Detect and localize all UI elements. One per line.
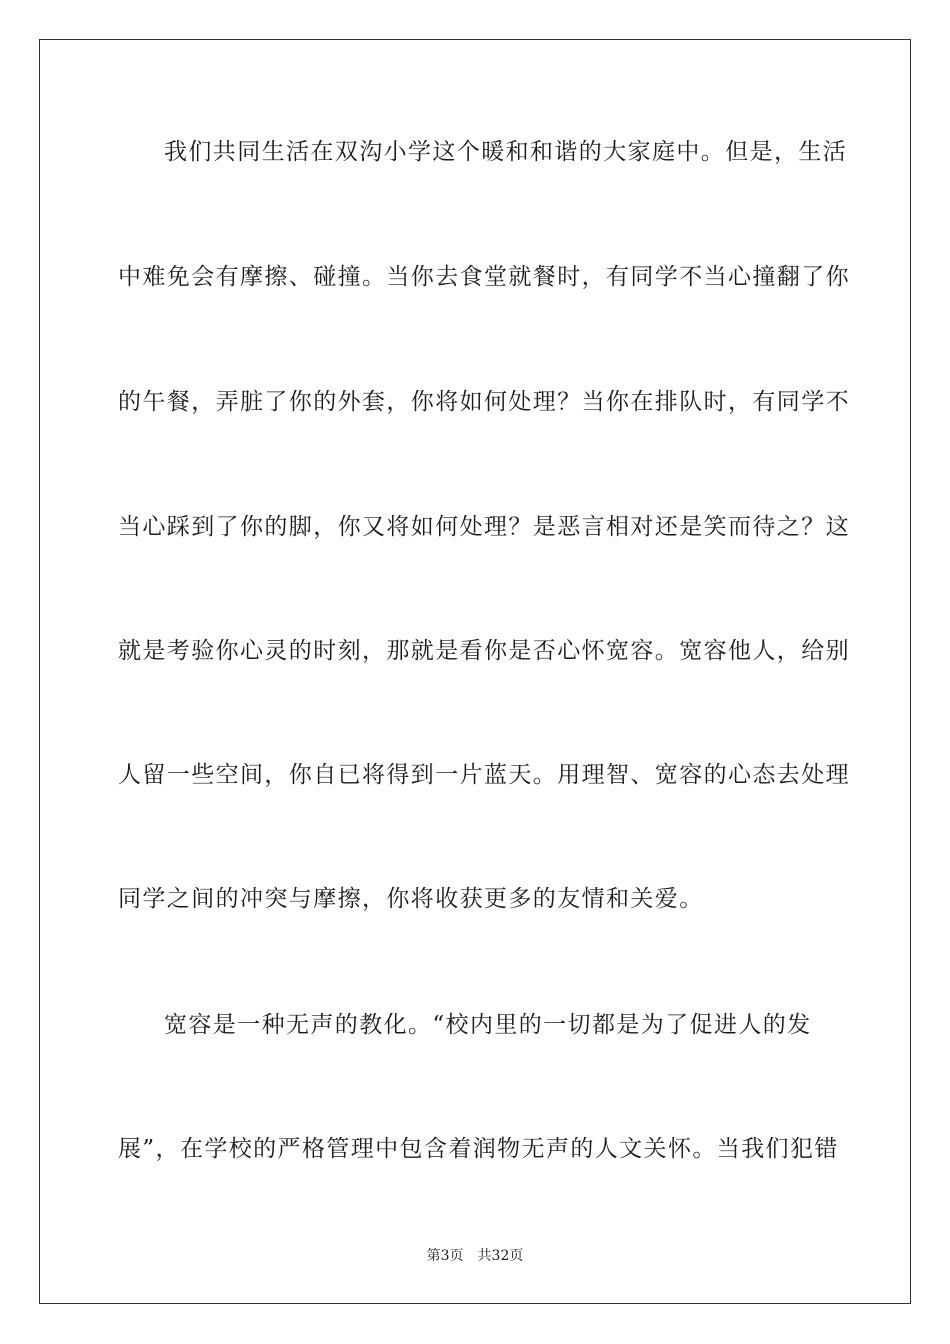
paragraph-line: 当心踩到了你的脚，你又将如何处理？是恶言相对还是笑而待之？这 (118, 514, 850, 540)
page-total: 共32页 (477, 1248, 524, 1264)
paragraph-line: 中难免会有摩擦、碰撞。当你去食堂就餐时，有同学不当心撞翻了你 (118, 264, 850, 290)
page-border (39, 39, 911, 1304)
paragraph-line: 的午餐，弄脏了你的外套，你将如何处理？当你在排队时，有同学不 (118, 389, 850, 415)
paragraph-line: 宽容是一种无声的教化。“校内里的一切都是为了促进人的发 (164, 1012, 812, 1038)
paragraph-line: 人留一些空间，你自已将得到一片蓝天。用理智、宽容的心态去处理 (118, 762, 850, 788)
paragraph-line: 展”，在学校的严格管理中包含着润物无声的人文关怀。当我们犯错 (118, 1136, 839, 1162)
paragraph-line: 我们共同生活在双沟小学这个暖和和谐的大家庭中。但是，生活 (164, 139, 848, 165)
paragraph-line: 同学之间的冲突与摩擦，你将收获更多的友情和关爱。 (118, 886, 704, 912)
page-footer (0, 1247, 950, 1265)
paragraph-line: 就是考验你心灵的时刻，那就是看你是否心怀宽容。宽容他人，给别 (118, 638, 850, 664)
page-number: 第3页 (426, 1248, 464, 1264)
